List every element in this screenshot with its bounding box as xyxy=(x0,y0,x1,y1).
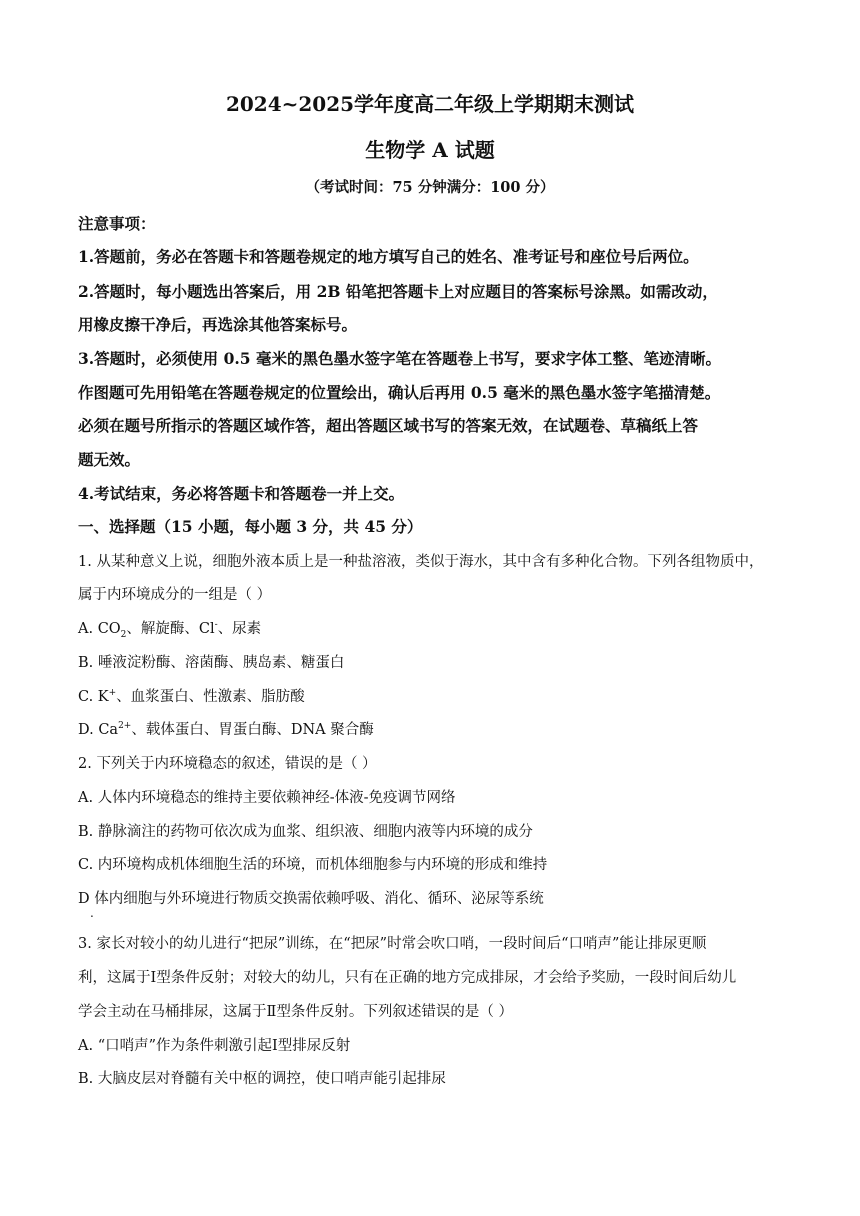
question-3-stem: 学会主动在马桶排尿，这属于Ⅱ型条件反射。下列叙述错误的是（ ） xyxy=(78,1004,513,1020)
option-text: 、尿素 xyxy=(217,621,262,637)
question-3-stem: 利，这属于Ⅰ型条件反射；对较大的幼儿，只有在正确的地方完成排尿，才会给予奖励，一段时间后幼儿 xyxy=(78,970,737,986)
notice-heading: 注意事项： xyxy=(78,214,156,233)
subscript: 2 xyxy=(120,629,127,640)
notice-line: 用橡皮擦干净后，再选涂其他答案标号。 xyxy=(78,315,358,334)
notice-line: 3.答题时，必须使用 0.5 毫米的黑色墨水签字笔在答题卷上书写，要求字体工整、笔迹清晰。 xyxy=(78,349,721,368)
question-1-stem: 1. 从某种意义上说，细胞外液本质上是一种盐溶液，类似于海水，其中含有多种化合物。下列各组物质中， xyxy=(78,554,764,570)
notice-line: 作图题可先用铅笔在答题卷规定的位置绘出，确认后再用 0.5 毫米的黑色墨水签字笔描清楚。 xyxy=(78,383,721,402)
section-heading: 一、选择题（15 小题，每小题 3 分，共 45 分） xyxy=(78,517,423,536)
option-text: C. K xyxy=(78,689,109,705)
option-text: D. Ca xyxy=(78,722,119,738)
question-1-stem: 属于内环境成分的一组是（ ） xyxy=(78,587,272,603)
question-1-option-a xyxy=(78,617,261,640)
question-1-option-b: B. 唾液淀粉酶、溶菌酶、胰岛素、糖蛋白 xyxy=(78,655,345,671)
notice-line: 1.答题前，务必在答题卡和答题卷规定的地方填写自己的姓名、准考证号和座位号后两位。 xyxy=(78,247,699,266)
notice-line: 题无效。 xyxy=(78,450,141,469)
question-2-option-c: C. 内环境构成机体细胞生活的环境，而机体细胞参与内环境的形成和维持 xyxy=(78,857,548,873)
question-2-option-d: D 体内细胞与外环境进行物质交换需依赖呼吸、消化、循环、泌尿等系统 xyxy=(78,891,544,907)
exam-subtitle: 生物学 A 试题 xyxy=(365,138,495,162)
question-2-option-a: A. 人体内环境稳态的维持主要依赖神经-体液-免疫调节网络 xyxy=(78,790,456,806)
question-3-option-b: B. 大脑皮层对脊髓有关中枢的调控，使口哨声能引起排尿 xyxy=(78,1071,446,1087)
notice-line: 必须在题号所指示的答题区域作答，超出答题区域书写的答案无效，在试题卷、草稿纸上答 xyxy=(78,416,699,435)
option-text: 、解旋酶、Cl xyxy=(126,621,215,637)
question-3-option-a: A. “口哨声”作为条件刺激引起Ⅰ型排尿反射 xyxy=(78,1038,351,1054)
exam-time: （考试时间：75 分钟满分：100 分） xyxy=(305,179,555,196)
question-1-option-d xyxy=(78,718,374,739)
option-text: 、载体蛋白、胃蛋白酶、DNA 聚合酶 xyxy=(131,722,374,738)
question-3-stem: 3. 家长对较小的幼儿进行“把尿”训练，在“把尿”时常会吹口哨，一段时间后“口哨声”能让排尿更顺 xyxy=(78,936,707,952)
question-1-option-c xyxy=(78,685,305,706)
exam-title: 2024~2025学年度高二年级上学期期末测试 xyxy=(225,92,635,116)
option-text: 、血浆蛋白、性激素、脂肪酸 xyxy=(116,689,305,705)
question-2-option-b: B. 静脉滴注的药物可依次成为血浆、组织液、细胞内液等内环境的成分 xyxy=(78,824,533,840)
superscript: + xyxy=(108,688,117,699)
notice-line: 4.考试结束，务必将答题卡和答题卷一并上交。 xyxy=(78,484,405,503)
question-2-stem: 2. 下列关于内环境稳态的叙述，错误的是（ ） xyxy=(78,756,377,772)
notice-line: 2.答题时，每小题选出答案后，用 2B 铅笔把答题卡上对应题目的答案标号涂黑。如需改动， xyxy=(78,282,718,301)
superscript: 2+ xyxy=(118,721,132,732)
option-text: A. CO xyxy=(78,621,121,637)
stray-dot: . xyxy=(90,906,94,920)
superscript: - xyxy=(214,620,218,631)
